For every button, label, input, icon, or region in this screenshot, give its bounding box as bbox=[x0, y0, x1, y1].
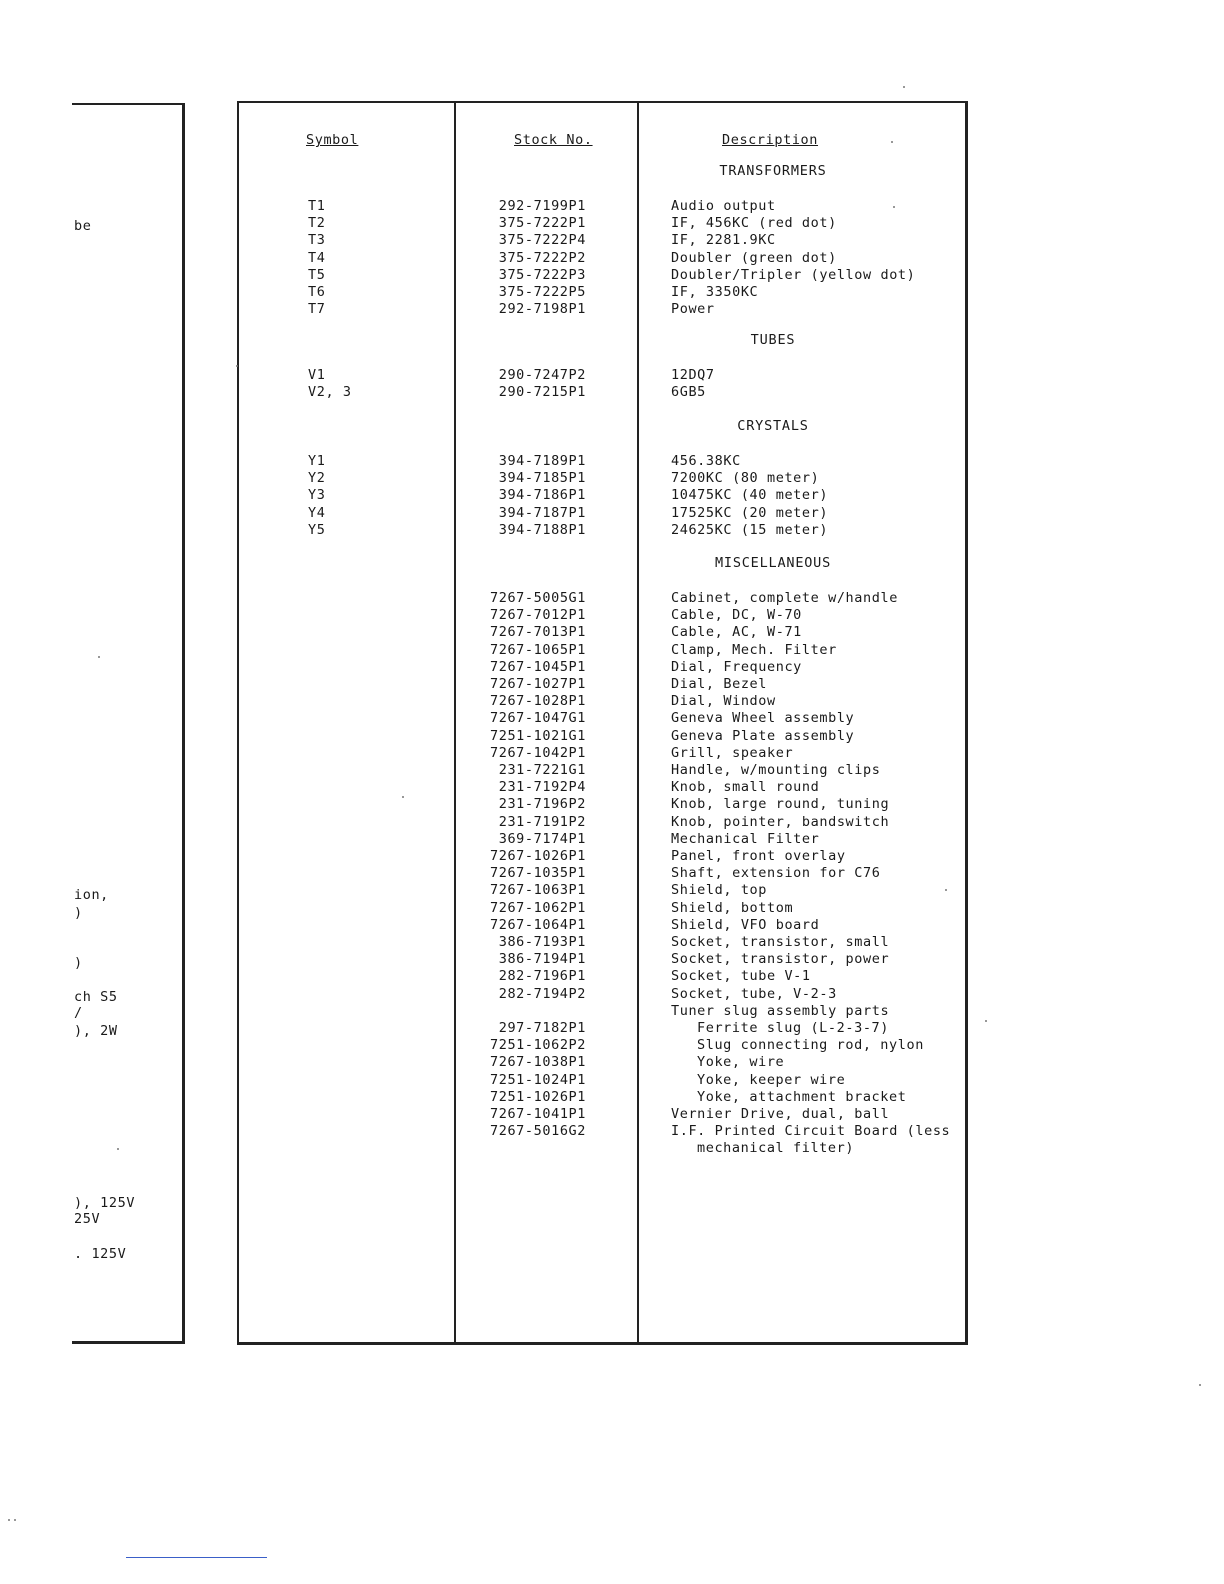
parts-row bbox=[0, 505, 1224, 522]
parts-row bbox=[0, 215, 1224, 232]
parts-row bbox=[0, 882, 1224, 899]
cell-description: Power bbox=[671, 301, 715, 318]
cell-description: 10475KC (40 meter) bbox=[671, 487, 829, 504]
cell-description: Mechanical Filter bbox=[671, 830, 820, 847]
cell-stock-no: 386-7194P1 bbox=[498, 951, 586, 968]
cell-stock-no: 394-7186P1 bbox=[498, 487, 586, 504]
cell-stock-no: 7251-1024P1 bbox=[490, 1071, 587, 1088]
cell-stock-no: 290-7215P1 bbox=[498, 384, 586, 401]
cell-description: Audio output bbox=[671, 198, 776, 214]
header-symbol: Symbol bbox=[306, 132, 359, 148]
footer-rule bbox=[126, 1557, 267, 1558]
parts-row bbox=[0, 367, 1224, 384]
cell-stock-no: 7267-5016G2 bbox=[490, 1123, 587, 1140]
parts-row bbox=[0, 968, 1224, 985]
cell-description: Geneva Wheel assembly bbox=[671, 710, 855, 727]
cell-stock-no: 7267-1027P1 bbox=[490, 676, 587, 692]
parts-row bbox=[0, 198, 1224, 215]
cell-stock-no: 7267-1041P1 bbox=[490, 1106, 587, 1122]
header-description: Description bbox=[722, 132, 819, 148]
cell-stock-no: 231-7221G1 bbox=[498, 762, 586, 778]
cell-description: 7200KC (80 meter) bbox=[671, 470, 820, 487]
scan-speck bbox=[98, 656, 100, 658]
cell-description: Tuner slug assembly parts bbox=[671, 1002, 890, 1019]
parts-row bbox=[0, 934, 1224, 951]
cell-stock-no: 375-7222P4 bbox=[498, 232, 586, 249]
parts-row bbox=[0, 590, 1224, 607]
scan-speck bbox=[945, 889, 947, 891]
parts-row bbox=[0, 762, 1224, 779]
cell-description: Knob, small round bbox=[671, 779, 820, 796]
scan-speck bbox=[236, 365, 238, 367]
parts-row bbox=[0, 951, 1224, 968]
cell-stock-no: 7267-1038P1 bbox=[490, 1054, 587, 1071]
cell-stock-no: 375-7222P3 bbox=[498, 266, 586, 283]
scan-speck bbox=[117, 1148, 119, 1150]
parts-row bbox=[0, 917, 1224, 934]
cell-description: 12DQ7 bbox=[671, 367, 715, 383]
left-fragment-text: ) bbox=[74, 955, 83, 971]
parts-row bbox=[0, 1106, 1224, 1123]
cell-stock-no: 7267-1028P1 bbox=[490, 693, 587, 710]
cell-description: Ferrite slug (L-2-3-7) bbox=[697, 1020, 890, 1036]
cell-description: Cable, AC, W-71 bbox=[671, 624, 802, 641]
cell-symbol: Y1 bbox=[308, 453, 326, 469]
left-fragment-text: ) bbox=[74, 905, 83, 921]
parts-row bbox=[0, 384, 1224, 401]
cell-description: Dial, Window bbox=[671, 693, 776, 710]
cell-description: 24625KC (15 meter) bbox=[671, 521, 829, 538]
parts-row bbox=[0, 301, 1224, 318]
parts-row bbox=[0, 642, 1224, 659]
scan-speck bbox=[985, 1020, 987, 1022]
cell-stock-no: 7267-1064P1 bbox=[490, 916, 587, 933]
parts-row bbox=[0, 470, 1224, 487]
cell-stock-no: 7267-1026P1 bbox=[490, 848, 587, 864]
parts-row bbox=[0, 814, 1224, 831]
cell-stock-no: 7267-7013P1 bbox=[490, 624, 587, 641]
cell-description: 17525KC (20 meter) bbox=[671, 504, 829, 521]
cell-symbol: Y2 bbox=[308, 470, 326, 487]
cell-description: Shield, VFO board bbox=[671, 916, 820, 933]
cell-description: IF, 456KC (red dot) bbox=[671, 215, 837, 232]
cell-description: Geneva Plate assembly bbox=[671, 727, 855, 744]
parts-row bbox=[0, 267, 1224, 284]
cell-stock-no: 7267-7012P1 bbox=[490, 607, 587, 624]
parts-row bbox=[0, 693, 1224, 710]
cell-description: Doubler (green dot) bbox=[671, 249, 837, 266]
cell-stock-no: 292-7199P1 bbox=[498, 198, 586, 214]
parts-row bbox=[0, 848, 1224, 865]
parts-row bbox=[0, 1020, 1224, 1037]
left-fragment-text: ion, bbox=[74, 887, 109, 903]
cell-stock-no: 375-7222P5 bbox=[498, 284, 586, 300]
cell-description: Socket, tube, V-2-3 bbox=[671, 985, 837, 1002]
cell-description: Socket, transistor, power bbox=[671, 951, 890, 968]
parts-row bbox=[0, 1123, 1224, 1140]
cell-stock-no: 297-7182P1 bbox=[498, 1020, 586, 1036]
cell-description: Grill, speaker bbox=[671, 744, 794, 761]
parts-row bbox=[0, 710, 1224, 727]
cell-description: Knob, pointer, bandswitch bbox=[671, 813, 890, 830]
cell-stock-no: 292-7198P1 bbox=[498, 301, 586, 318]
parts-row bbox=[0, 487, 1224, 504]
cell-stock-no: 375-7222P1 bbox=[498, 215, 586, 232]
cell-description: Socket, tube V-1 bbox=[671, 968, 811, 985]
parts-row bbox=[0, 1054, 1224, 1071]
cell-symbol: T3 bbox=[308, 232, 326, 249]
cell-description: Doubler/Tripler (yellow dot) bbox=[671, 266, 916, 283]
cell-stock-no: 7251-1021G1 bbox=[490, 727, 587, 744]
cell-description: Shield, bottom bbox=[671, 899, 794, 916]
scan-speck bbox=[893, 206, 895, 208]
left-fragment-text: 25V bbox=[74, 1211, 101, 1227]
cell-stock-no: 394-7189P1 bbox=[498, 453, 586, 469]
section-title: CRYSTALS bbox=[737, 418, 809, 434]
left-fragment-text: ), 2W bbox=[74, 1023, 118, 1039]
scan-speck bbox=[14, 1519, 16, 1521]
cell-description: Vernier Drive, dual, ball bbox=[671, 1106, 890, 1122]
cell-stock-no: 394-7188P1 bbox=[498, 521, 586, 538]
cell-description: Handle, w/mounting clips bbox=[671, 762, 881, 778]
parts-row bbox=[0, 453, 1224, 470]
cell-description: Shaft, extension for C76 bbox=[671, 865, 881, 882]
cell-stock-no: 7267-1065P1 bbox=[490, 641, 587, 658]
cell-description: Dial, Frequency bbox=[671, 658, 802, 675]
parts-row bbox=[0, 745, 1224, 762]
cell-description: Clamp, Mech. Filter bbox=[671, 641, 837, 658]
cell-description: Shield, top bbox=[671, 882, 768, 899]
cell-symbol: T5 bbox=[308, 266, 326, 283]
scan-speck bbox=[1199, 1384, 1201, 1386]
cell-description: Socket, transistor, small bbox=[671, 934, 890, 950]
cell-symbol: T4 bbox=[308, 249, 326, 266]
cell-stock-no: 7267-1042P1 bbox=[490, 744, 587, 761]
cell-stock-no: 7267-1045P1 bbox=[490, 658, 587, 675]
left-fragment-text: . 125V bbox=[74, 1246, 127, 1262]
cell-stock-no: 7267-1035P1 bbox=[490, 865, 587, 882]
cell-symbol: T6 bbox=[308, 284, 326, 300]
parts-row bbox=[0, 250, 1224, 267]
parts-row bbox=[0, 624, 1224, 641]
parts-row bbox=[0, 232, 1224, 249]
parts-row bbox=[0, 779, 1224, 796]
cell-stock-no: 231-7191P2 bbox=[498, 813, 586, 830]
parts-row bbox=[0, 728, 1224, 745]
parts-row bbox=[0, 676, 1224, 693]
parts-row bbox=[0, 831, 1224, 848]
cell-description: Cabinet, complete w/handle bbox=[671, 590, 898, 606]
cell-stock-no: 7251-1026P1 bbox=[490, 1088, 587, 1105]
parts-row bbox=[0, 1003, 1224, 1020]
section-title: TUBES bbox=[750, 332, 796, 348]
scan-speck bbox=[891, 141, 893, 143]
cell-stock-no: 394-7187P1 bbox=[498, 504, 586, 521]
scan-speck bbox=[402, 796, 404, 798]
cell-stock-no: 394-7185P1 bbox=[498, 470, 586, 487]
parts-row bbox=[0, 1037, 1224, 1054]
cell-symbol: V2, 3 bbox=[308, 384, 352, 401]
parts-row bbox=[0, 659, 1224, 676]
parts-row bbox=[0, 986, 1224, 1003]
cell-description: Yoke, wire bbox=[697, 1054, 785, 1071]
cell-stock-no: 375-7222P2 bbox=[498, 249, 586, 266]
parts-row bbox=[0, 1072, 1224, 1089]
left-fragment-text: ch S5 bbox=[74, 989, 118, 1005]
cell-symbol: T7 bbox=[308, 301, 326, 318]
cell-description: IF, 3350KC bbox=[671, 284, 759, 300]
cell-stock-no: 282-7196P1 bbox=[498, 968, 586, 985]
parts-row bbox=[0, 284, 1224, 301]
section-title: TRANSFORMERS bbox=[719, 163, 827, 179]
cell-description: 6GB5 bbox=[671, 384, 706, 401]
cell-stock-no: 290-7247P2 bbox=[498, 367, 586, 383]
cell-stock-no: 7251-1062P2 bbox=[490, 1037, 587, 1054]
cell-symbol: Y5 bbox=[308, 521, 326, 538]
left-fragment-text: / bbox=[74, 1005, 83, 1021]
cell-description: Yoke, attachment bracket bbox=[697, 1088, 907, 1105]
cell-description: Yoke, keeper wire bbox=[697, 1071, 846, 1088]
cell-description: mechanical filter) bbox=[697, 1140, 855, 1157]
cell-stock-no: 7267-5005G1 bbox=[490, 590, 587, 606]
parts-row bbox=[0, 900, 1224, 917]
left-fragment-text: be bbox=[74, 218, 92, 234]
cell-description: IF, 2281.9KC bbox=[671, 232, 776, 249]
parts-row bbox=[0, 522, 1224, 539]
cell-description: Dial, Bezel bbox=[671, 676, 768, 692]
cell-symbol: Y4 bbox=[308, 504, 326, 521]
cell-description: Panel, front overlay bbox=[671, 848, 846, 864]
cell-symbol: T2 bbox=[308, 215, 326, 232]
left-fragment-text: ), 125V bbox=[74, 1195, 136, 1211]
cell-description: Slug connecting rod, nylon bbox=[697, 1037, 924, 1054]
cell-stock-no: 231-7196P2 bbox=[498, 796, 586, 813]
parts-row bbox=[0, 796, 1224, 813]
cell-stock-no: 386-7193P1 bbox=[498, 934, 586, 950]
cell-description: I.F. Printed Circuit Board (less bbox=[671, 1123, 951, 1140]
header-stock-no: Stock No. bbox=[514, 132, 593, 148]
cell-stock-no: 7267-1062P1 bbox=[490, 899, 587, 916]
cell-stock-no: 282-7194P2 bbox=[498, 985, 586, 1002]
cell-stock-no: 7267-1063P1 bbox=[490, 882, 587, 899]
cell-stock-no: 231-7192P4 bbox=[498, 779, 586, 796]
parts-row bbox=[0, 607, 1224, 624]
section-title: MISCELLANEOUS bbox=[714, 555, 832, 571]
cell-symbol: V1 bbox=[308, 367, 326, 383]
cell-stock-no: 7267-1047G1 bbox=[490, 710, 587, 727]
cell-stock-no: 369-7174P1 bbox=[498, 830, 586, 847]
scan-speck bbox=[903, 86, 905, 88]
parts-row bbox=[0, 1089, 1224, 1106]
cell-symbol: Y3 bbox=[308, 487, 326, 504]
cell-symbol: T1 bbox=[308, 198, 326, 214]
scan-speck bbox=[8, 1519, 10, 1521]
parts-row bbox=[0, 865, 1224, 882]
cell-description: 456.38KC bbox=[671, 453, 741, 469]
cell-description: Cable, DC, W-70 bbox=[671, 607, 802, 624]
parts-row bbox=[0, 1140, 1224, 1157]
cell-description: Knob, large round, tuning bbox=[671, 796, 890, 813]
